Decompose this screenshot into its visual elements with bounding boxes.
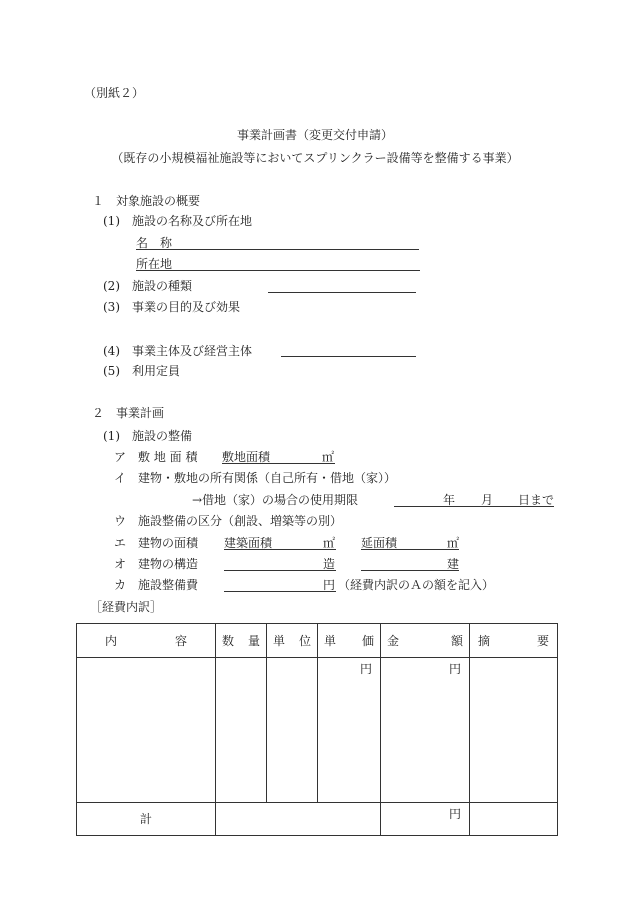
structure-underline: [224, 570, 336, 571]
name-label: 名 称: [136, 236, 173, 250]
item-facility-type: (2) 施設の種類: [103, 279, 192, 293]
header-unit-price: 単 価: [318, 624, 381, 658]
document-subtitle: （既存の小規模福祉施設等においてスプリンクラー設備等を整備する事業）: [111, 151, 519, 165]
site-area-unit: ㎡: [322, 450, 335, 464]
lease-term-underline: [394, 506, 554, 507]
site-area-label: ア 敷 地 面 積: [114, 450, 198, 464]
address-label: 所在地: [136, 257, 173, 271]
content-cell: [77, 658, 216, 803]
floors-underline: [361, 570, 459, 571]
remarks-cell: [470, 658, 558, 803]
attachment-label: （別紙２）: [84, 86, 145, 100]
address-underline: [136, 270, 420, 271]
ownership-label: イ 建物・敷地の所有関係（自己所有・借地（家））: [114, 471, 397, 485]
structure-ken: 建: [447, 557, 460, 571]
total-row: [77, 803, 558, 836]
header-content: 内 容: [77, 624, 216, 658]
expense-breakdown-table: [76, 623, 558, 836]
lease-term-label: →借地（家）の場合の使用期限: [192, 493, 359, 507]
building-area-label: エ 建物の面積: [114, 536, 199, 550]
building-area-unit: ㎡: [323, 536, 336, 550]
structure-zou: 造: [323, 557, 336, 571]
item-facility-name-location: (1) 施設の名称及び所在地: [103, 214, 252, 228]
item-operator: (4) 事業主体及び経営主体: [103, 344, 252, 358]
item-capacity: (5) 利用定員: [103, 364, 180, 378]
header-remarks: 摘 要: [470, 624, 558, 658]
structure-label: オ 建物の構造: [114, 557, 199, 571]
lease-year: 年: [443, 493, 456, 507]
quantity-cell: [216, 658, 267, 803]
total-amount-cell: 円: [381, 803, 470, 836]
item-facility-development: (1) 施設の整備: [103, 429, 192, 443]
lease-month: 月: [481, 493, 494, 507]
header-amount: 金 額: [381, 624, 470, 658]
building-area-underline: [224, 549, 336, 550]
total-floor-area-unit: ㎡: [447, 536, 460, 550]
table-row: [77, 658, 558, 803]
total-label: 計: [77, 803, 216, 836]
lease-day-until: 日まで: [518, 493, 555, 507]
unit-cell: [267, 658, 318, 803]
total-remarks-cell: [470, 803, 558, 836]
site-area-underline: [222, 463, 335, 464]
building-area-field: 建築面積: [224, 536, 273, 550]
development-cost-note: （経費内訳のＡの額を記入）: [338, 578, 495, 592]
site-area-field: 敷地面積: [222, 450, 271, 464]
breakdown-label: ［経費内訳］: [90, 600, 163, 614]
development-cost-yen: 円: [323, 578, 336, 592]
section2-heading: ２ 事業計画: [92, 406, 165, 420]
document-title: 事業計画書（変更交付申請）: [236, 128, 393, 142]
header-unit: 単 位: [267, 624, 318, 658]
total-spacer-cell: [216, 803, 381, 836]
amount-cell: 円: [381, 658, 470, 803]
facility-type-underline: [268, 292, 416, 293]
development-cost-underline: [224, 591, 336, 592]
development-type-label: ウ 施設整備の区分（創設、増築等の別）: [114, 514, 343, 528]
total-floor-area-field: 延面積: [361, 536, 398, 550]
table-header-row: [77, 624, 558, 658]
unit-price-cell: 円: [318, 658, 381, 803]
name-underline: [136, 249, 419, 250]
section1-heading: １ 対象施設の概要: [92, 194, 201, 208]
item-purpose-effect: (3) 事業の目的及び効果: [103, 300, 240, 314]
operator-underline: [281, 356, 416, 357]
total-floor-area-underline: [361, 549, 459, 550]
development-cost-label: カ 施設整備費: [114, 578, 199, 592]
header-quantity: 数 量: [216, 624, 267, 658]
